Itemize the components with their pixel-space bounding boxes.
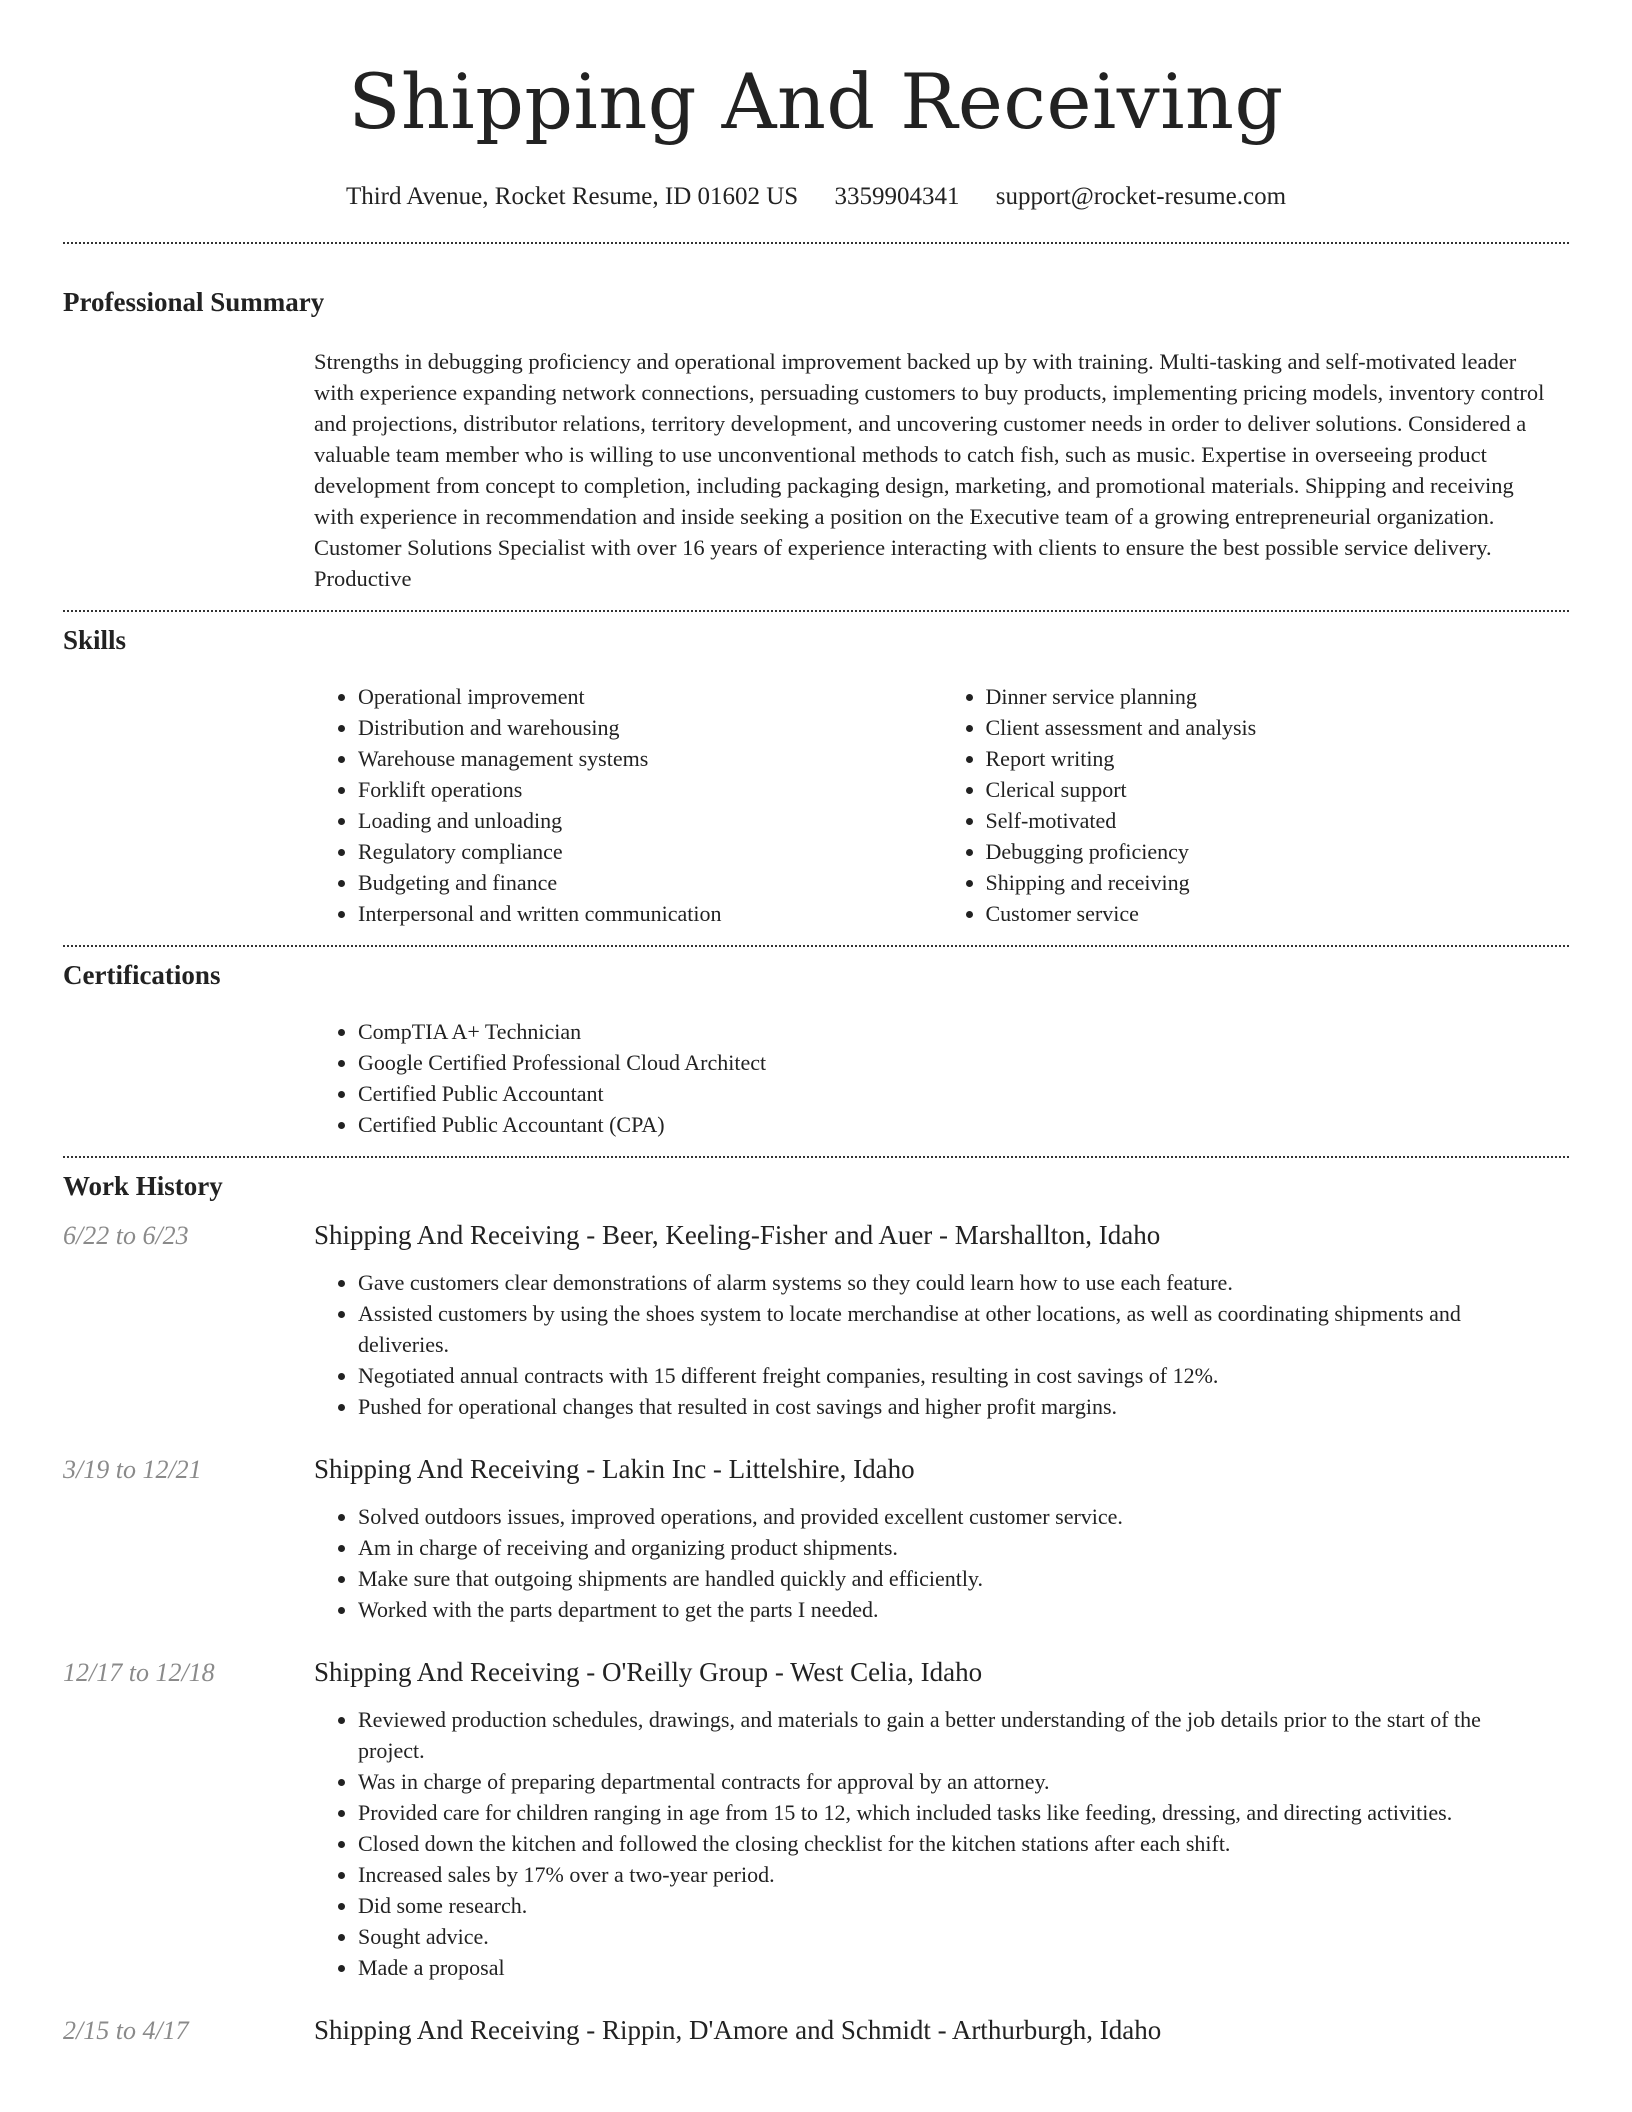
section-divider (63, 1156, 1569, 1158)
skill-item: • Dinner service planning (986, 681, 1570, 712)
section-divider (63, 610, 1569, 612)
job-details (314, 1267, 1569, 1422)
summary-heading: Professional Summary (63, 287, 325, 317)
skill-item: • Self-motivated (986, 805, 1570, 836)
job-bullet-list (314, 1267, 1549, 1422)
skill-item: • Debugging proficiency (986, 836, 1570, 867)
job-bullet: • Provided care for children ranging in age from 15 to 12, which included tasks like feeding, dressing, and directing activities. (358, 1797, 1549, 1828)
certifications-heading: Certifications (63, 960, 221, 990)
job-dates: 12/17 to 12/18 (63, 1658, 215, 1687)
skills-section (63, 622, 1569, 929)
job-header (63, 1655, 1569, 1690)
skill-item: • Budgeting and finance (358, 867, 942, 898)
certification-item: • Certified Public Accountant (358, 1078, 1569, 1109)
job-bullet: • Solved outdoors issues, improved operations, and provided excellent customer service. (358, 1501, 1549, 1532)
certifications-content (314, 1016, 1569, 1140)
job-dates: 2/15 to 4/17 (63, 2016, 189, 2045)
job-header (63, 1218, 1569, 1253)
work-history-section (63, 1168, 1569, 2048)
job-bullet: • Was in charge of preparing departmental contracts for approval by an attorney. (358, 1766, 1549, 1797)
job-dates: 3/19 to 12/21 (63, 1455, 202, 1484)
candidate-name: Shipping And Receiving (348, 57, 1284, 146)
job-entry (63, 1452, 1569, 1625)
certification-item: • CompTIA A+ Technician (358, 1016, 1569, 1047)
certification-item: • Google Certified Professional Cloud Architect (358, 1047, 1569, 1078)
certifications-list (314, 1016, 1569, 1140)
job-bullet: • Worked with the parts department to get the parts I needed. (358, 1594, 1549, 1625)
summary-text: Strengths in debugging proficiency and operational improvement backed up by with training. Multi-tasking and self-motivated leader with experience expanding network connections, persuading customers to buy products, implementing pricing models, inventory control and projections, distributor relations, territory development, and uncovering customer needs in order to deliver solutions. Considered a valuable team member who is willing to use unconventional methods to catch fish, such as music. Expertise in overseeing product development from concept to completion, including packaging design, marketing, and promotional materials. Shipping and receiving with experience in recommendation and inside seeking a position on the Executive team of a growing entrepreneurial organization. Customer Solutions Specialist with over 16 years of experience interacting with clients to ensure the best possible service delivery. Productive (314, 349, 1545, 591)
skills-columns (314, 681, 1569, 929)
section-divider (63, 242, 1569, 244)
skill-item: • Clerical support (986, 774, 1570, 805)
job-bullet: • Negotiated annual contracts with 15 different freight companies, resulting in cost savings of 12%. (358, 1360, 1549, 1391)
contact-address: Third Avenue, Rocket Resume, ID 01602 US (345, 183, 799, 210)
job-bullet: • Made a proposal (358, 1952, 1549, 1983)
skill-item: • Operational improvement (358, 681, 942, 712)
job-bullet: • Increased sales by 17% over a two-year period. (358, 1859, 1549, 1890)
job-header (63, 2013, 1569, 2048)
job-details (314, 1704, 1569, 1983)
job-bullet: • Reviewed production schedules, drawings, and materials to gain a better understanding of the job details prior to the start of the project. (358, 1704, 1549, 1766)
contact-line (63, 180, 1569, 214)
job-bullet-list (314, 1501, 1549, 1625)
skills-list-right (942, 681, 1570, 929)
certification-item: • Certified Public Accountant (CPA) (358, 1109, 1569, 1140)
skills-heading: Skills (63, 625, 127, 655)
skill-item: • Distribution and warehousing (358, 712, 942, 743)
section-divider (63, 945, 1569, 947)
job-bullet: • Gave customers clear demonstrations of alarm systems so they could learn how to use each feature. (358, 1267, 1549, 1298)
skill-item: • Loading and unloading (358, 805, 942, 836)
job-title: Shipping And Receiving - Rippin, D'Amore and Schmidt - Arthurburgh, Idaho (314, 2015, 1162, 2045)
job-entry (63, 2013, 1569, 2048)
skill-item: • Report writing (986, 743, 1570, 774)
job-bullet: • Am in charge of receiving and organizing product shipments. (358, 1532, 1549, 1563)
job-bullet: • Assisted customers by using the shoes system to locate merchandise at other locations, as well as coordinating shipments and deliveries. (358, 1298, 1549, 1360)
skill-item: • Client assessment and analysis (986, 712, 1570, 743)
job-bullet: • Make sure that outgoing shipments are handled quickly and efficiently. (358, 1563, 1549, 1594)
job-header (63, 1452, 1569, 1487)
job-bullet: • Sought advice. (358, 1921, 1549, 1952)
certifications-section (63, 957, 1569, 1140)
job-entry (63, 1218, 1569, 1422)
skill-item: • Forklift operations (358, 774, 942, 805)
job-bullet: • Did some research. (358, 1890, 1549, 1921)
job-title: Shipping And Receiving - Lakin Inc - Littelshire, Idaho (314, 1454, 915, 1484)
work-history-heading: Work History (63, 1171, 223, 1201)
job-entry (63, 1655, 1569, 1983)
contact-email: support@rocket-resume.com (995, 183, 1287, 210)
skill-item: • Shipping and receiving (986, 867, 1570, 898)
job-details (314, 1501, 1569, 1625)
job-list (63, 1218, 1569, 2048)
job-dates: 6/22 to 6/23 (63, 1221, 189, 1250)
summary-section (63, 284, 1569, 594)
contact-phone: 3359904341 (834, 183, 960, 210)
job-bullet: • Pushed for operational changes that resulted in cost savings and higher profit margins. (358, 1391, 1549, 1422)
job-bullet: • Closed down the kitchen and followed the closing checklist for the kitchen stations after each shift. (358, 1828, 1549, 1859)
job-title: Shipping And Receiving - O'Reilly Group - West Celia, Idaho (314, 1657, 983, 1687)
skill-item: • Interpersonal and written communication (358, 898, 942, 929)
skill-item: • Regulatory compliance (358, 836, 942, 867)
skill-item: • Warehouse management systems (358, 743, 942, 774)
skill-item: • Customer service (986, 898, 1570, 929)
job-title: Shipping And Receiving - Beer, Keeling-Fisher and Auer - Marshallton, Idaho (314, 1220, 1161, 1250)
job-bullet-list (314, 1704, 1549, 1983)
skills-list-left (314, 681, 942, 929)
